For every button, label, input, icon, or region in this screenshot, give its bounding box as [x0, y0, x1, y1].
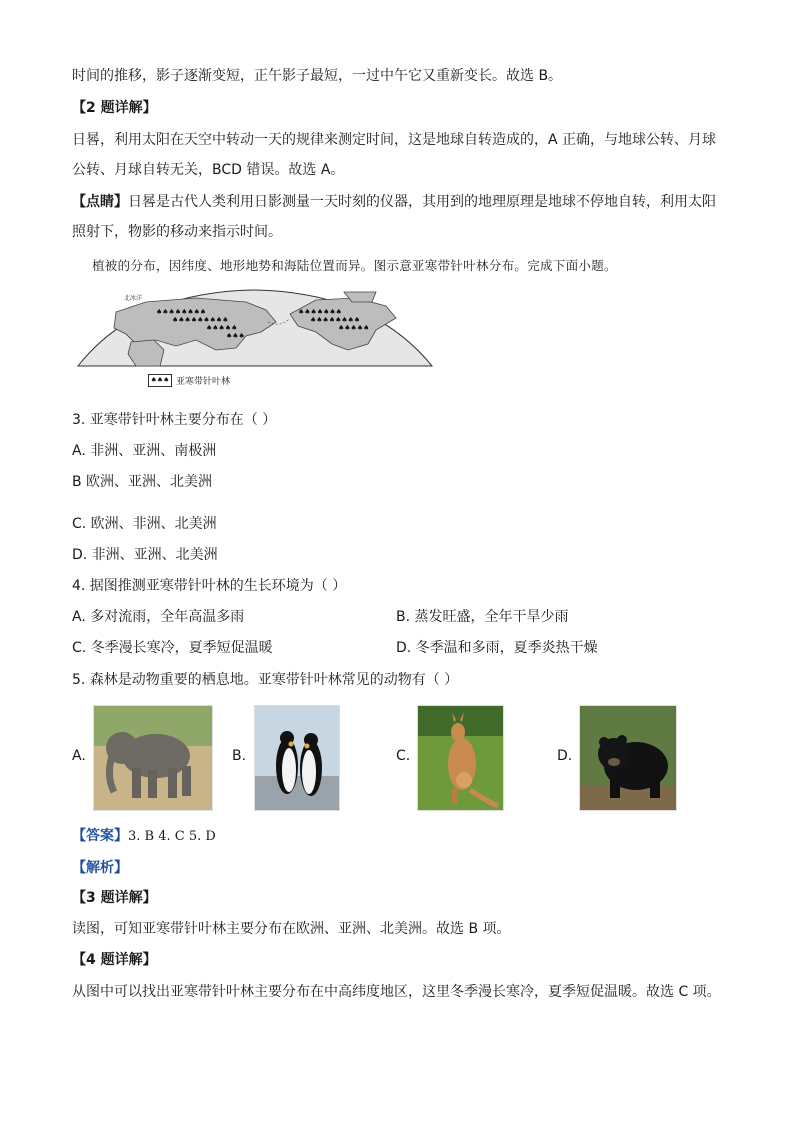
svg-text:♠♠♠♠♠♠♠♠: ♠♠♠♠♠♠♠♠ — [156, 308, 207, 316]
answer-label: 【答案】 — [72, 828, 128, 844]
q4-option-b: B. 蒸发旺盛，全年干旱少雨 — [396, 609, 569, 625]
q2-text-2: 公转、月球自转无关，BCD 错误。故选 A。 — [72, 162, 345, 178]
q3-option-a: A. 非洲、亚洲、南极洲 — [72, 443, 217, 459]
taiga-map — [76, 288, 434, 368]
q4-option-d: D. 冬季温和多雨，夏季炎热干燥 — [396, 640, 598, 656]
q4-analysis-text: 从图中可以找出亚寒带针叶林主要分布在中高纬度地区，这里冬季漫长寒冷，夏季短促温暖。故选 C 项。 — [72, 984, 721, 1000]
analysis-label: 【解析】 — [72, 860, 128, 876]
q5-option-a: A. — [72, 748, 86, 764]
answer-line — [72, 826, 216, 847]
q3-option-c: C. 欧洲、非洲、北美洲 — [72, 516, 217, 532]
q4-option-c: C. 冬季漫长寒冷，夏季短促温暖 — [72, 640, 273, 656]
figure-intro: 植被的分布，因纬度、地形地势和海陆位置而异。图示意亚寒带针叶林分布。完成下面小题。 — [92, 258, 617, 273]
svg-text:♠♠♠♠♠: ♠♠♠♠♠ — [338, 324, 370, 332]
q2-text-1: 日晷，利用太阳在天空中转动一天的规律来测定时间，这是地球自转造成的，A 正确，与地球公转、月球 — [72, 132, 717, 148]
svg-text:♠♠♠♠♠: ♠♠♠♠♠ — [206, 324, 238, 332]
q5-option-d: D. — [557, 748, 573, 764]
dianjing-text: 日晷是古代人类利用日影测量一天时刻的仪器，其用到的地理原理是地球不停地自转，利用太阳 — [128, 194, 716, 210]
kangaroo-image — [417, 705, 504, 811]
legend-label: 亚寒带针叶林 — [176, 377, 231, 387]
dianjing-text-2: 照射下，物影的移动来指示时间。 — [72, 224, 282, 240]
q3-analysis-text: 读图，可知亚寒带针叶林主要分布在欧洲、亚洲、北美洲。故选 B 项。 — [72, 921, 511, 937]
q4-analysis-header: 【4 题详解】 — [72, 952, 157, 968]
q5-option-c: C. — [396, 748, 411, 764]
dianjing-label: 【点睛】 — [72, 194, 128, 210]
black-bear-image — [579, 705, 677, 811]
svg-text:♠♠♠♠♠♠♠♠: ♠♠♠♠♠♠♠♠ — [310, 316, 361, 324]
q3-option-b: B 欧洲、亚洲、北美洲 — [72, 474, 213, 490]
map-ocean-label: 北冰洋 — [124, 295, 143, 302]
q4-option-a: A. 多对流雨，全年高温多雨 — [72, 609, 245, 625]
dianjing-line-1 — [72, 192, 716, 212]
q3-analysis-header: 【3 题详解】 — [72, 890, 157, 906]
q3-stem: 3. 亚寒带针叶林主要分布在（ ） — [72, 412, 277, 428]
q5-stem: 5. 森林是动物重要的栖息地。亚寒带针叶林常见的动物有（ ） — [72, 672, 459, 688]
q5-option-b: B. — [232, 748, 247, 764]
q3-option-d: D. 非洲、亚洲、北美洲 — [72, 547, 218, 563]
q2-header: 【2 题详解】 — [72, 100, 157, 116]
map-graphic — [76, 288, 434, 368]
svg-text:♠♠♠♠♠♠♠♠♠: ♠♠♠♠♠♠♠♠♠ — [172, 316, 229, 324]
legend-symbol: ♠♠♠ — [148, 374, 172, 387]
map-legend — [148, 374, 230, 387]
q4-stem: 4. 据图推测亚寒带针叶林的生长环境为（ ） — [72, 578, 347, 594]
answer-text: 3. B 4. C 5. D — [128, 829, 216, 844]
elephant-image — [93, 705, 213, 811]
svg-text:♠♠♠♠♠♠♠: ♠♠♠♠♠♠♠ — [298, 308, 342, 316]
penguin-image — [254, 705, 340, 811]
text-line: 时间的推移，影子逐渐变短，正午影子最短，一过中午它又重新变长。故选 B。 — [72, 68, 563, 84]
svg-text:♠♠♠: ♠♠♠ — [226, 332, 245, 340]
